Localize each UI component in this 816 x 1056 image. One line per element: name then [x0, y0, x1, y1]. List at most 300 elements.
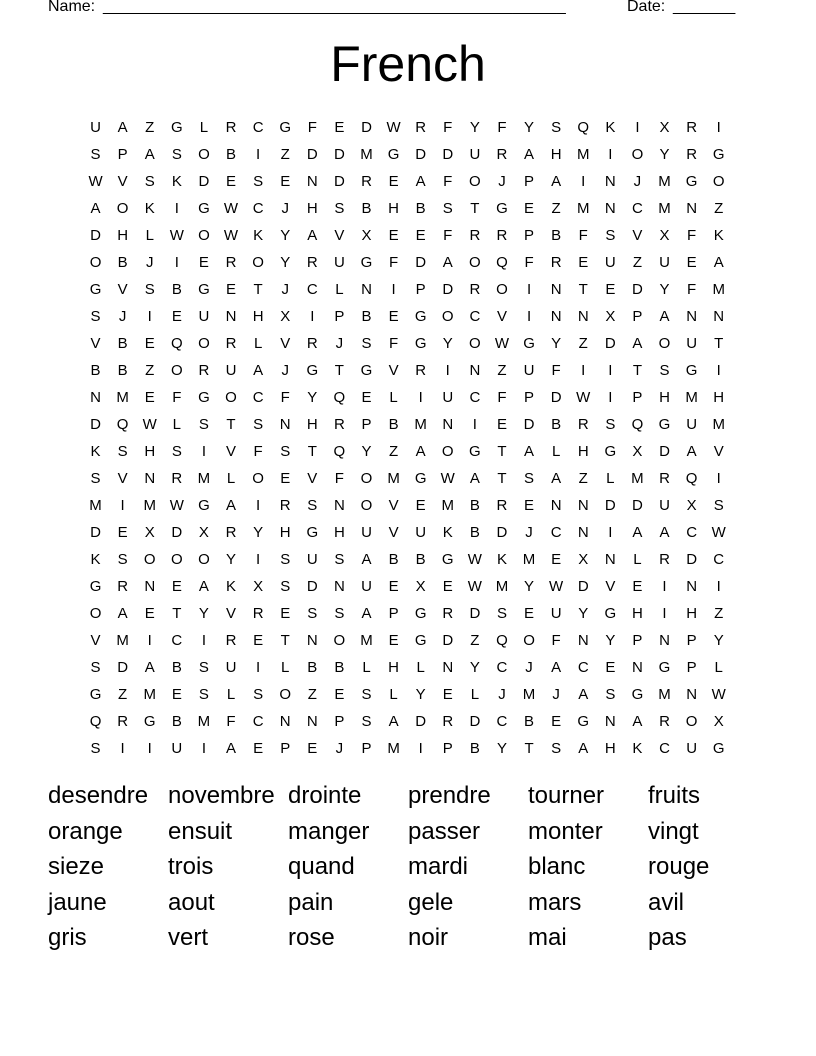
word-bank-item: manger	[288, 817, 370, 845]
grid-letter: I	[608, 146, 613, 163]
grid-letter: M	[116, 632, 129, 649]
grid-row	[82, 627, 732, 654]
grid-letter: H	[686, 605, 698, 622]
grid-row	[82, 654, 732, 681]
grid-row	[82, 438, 732, 465]
grid-letter: E	[524, 605, 535, 622]
grid-letter: Z	[578, 335, 588, 352]
grid-letter: V	[632, 227, 643, 244]
grid-letter: E	[388, 173, 399, 190]
grid-letter: U	[686, 416, 698, 433]
grid-letter: V	[117, 173, 128, 190]
grid-letter: Z	[714, 200, 724, 217]
grid-letter: D	[198, 173, 210, 190]
grid-letter: U	[550, 605, 562, 622]
grid-letter: S	[90, 659, 101, 676]
grid-letter: E	[551, 713, 562, 730]
grid-row	[82, 384, 732, 411]
grid-letter: H	[279, 524, 291, 541]
grid-letter: L	[172, 416, 181, 433]
grid-letter: M	[360, 146, 373, 163]
grid-letter: S	[496, 605, 507, 622]
word-bank-item: novembre	[168, 782, 275, 809]
word-bank-item: fruits	[648, 782, 701, 809]
grid-letter: Y	[415, 686, 426, 703]
grid-letter: K	[442, 524, 453, 541]
grid-letter: N	[632, 659, 643, 676]
grid-letter: W	[576, 389, 591, 406]
grid-letter: G	[143, 713, 156, 730]
grid-letter: R	[415, 119, 427, 136]
grid-letter: G	[523, 335, 535, 352]
grid-letter: I	[608, 389, 613, 406]
grid-letter: I	[120, 740, 125, 757]
grid-letter: D	[550, 389, 562, 406]
grid-letter: S	[334, 605, 345, 622]
grid-letter: L	[416, 659, 425, 676]
grid-letter: G	[306, 362, 319, 379]
grid-letter: D	[306, 578, 318, 595]
grid-letter: I	[526, 308, 532, 325]
grid-letter: N	[577, 308, 589, 325]
grid-row	[82, 141, 732, 168]
grid-letter: W	[142, 416, 157, 433]
grid-letter: I	[174, 200, 179, 217]
grid-letter: R	[469, 281, 481, 298]
grid-letter: O	[143, 551, 156, 568]
grid-letter: R	[442, 713, 454, 730]
grid-letter: D	[90, 416, 101, 433]
grid-letter: T	[497, 443, 507, 460]
grid-letter: I	[174, 254, 179, 271]
grid-letter: G	[496, 200, 508, 217]
grid-letter: B	[415, 200, 426, 217]
grid-letter: J	[118, 308, 127, 325]
grid-letter: Q	[170, 335, 183, 352]
grid-letter: N	[279, 713, 291, 730]
grid-letter: I	[256, 146, 261, 163]
grid-letter: J	[281, 281, 289, 298]
grid-letter: O	[523, 632, 535, 649]
grid-letter: C	[659, 740, 670, 757]
grid-letter: O	[496, 281, 508, 298]
grid-letter: W	[711, 524, 726, 541]
word-bank-item: mai	[528, 924, 567, 952]
grid-letter: M	[387, 470, 400, 487]
grid-letter: W	[440, 470, 455, 487]
grid-letter: X	[659, 227, 670, 244]
grid-letter: G	[685, 362, 698, 379]
grid-letter: U	[90, 119, 101, 136]
grid-letter: L	[389, 686, 398, 703]
grid-letter: O	[89, 605, 102, 622]
grid-letter: M	[712, 281, 725, 298]
grid-letter: V	[496, 308, 507, 325]
grid-letter: V	[388, 524, 399, 541]
grid-letter: F	[687, 227, 697, 244]
grid-letter: V	[388, 362, 399, 379]
grid-letter: C	[252, 119, 264, 136]
grid-letter: U	[225, 659, 237, 676]
grid-letter: G	[198, 200, 210, 217]
grid-letter: S	[144, 281, 155, 298]
grid-letter: H	[577, 443, 589, 460]
grid-letter: U	[469, 146, 481, 163]
grid-letter: K	[171, 173, 182, 190]
name-label: Name:	[48, 0, 96, 15]
grid-letter: E	[388, 632, 399, 649]
grid-letter: H	[117, 227, 129, 244]
grid-letter: Y	[496, 740, 507, 757]
grid-letter: E	[361, 389, 372, 406]
grid-letter: R	[171, 470, 183, 487]
grid-letter: P	[686, 632, 697, 649]
grid-letter: K	[226, 578, 237, 595]
grid-letter: A	[117, 119, 128, 136]
grid-letter: F	[443, 227, 453, 244]
word-bank-item: pain	[288, 888, 334, 916]
grid-letter: I	[256, 497, 261, 514]
grid-letter: N	[604, 200, 616, 217]
grid-letter: M	[143, 686, 156, 703]
grid-letter: S	[117, 443, 128, 460]
grid-letter: W	[223, 227, 239, 244]
grid-letter: B	[117, 254, 128, 271]
grid-letter: N	[686, 686, 698, 703]
grid-letter: G	[604, 605, 617, 622]
date-label: Date:	[627, 0, 666, 15]
grid-letter: N	[361, 281, 372, 298]
grid-letter: S	[307, 497, 318, 514]
grid-row	[82, 303, 732, 330]
grid-letter: M	[658, 686, 671, 703]
grid-letter: R	[225, 119, 237, 136]
grid-letter: F	[388, 254, 399, 271]
grid-letter: R	[198, 362, 210, 379]
grid-row	[82, 708, 732, 735]
grid-letter: I	[635, 119, 640, 136]
word-bank-item: trois	[168, 853, 214, 881]
grid-letter: I	[445, 362, 450, 379]
grid-letter: G	[198, 281, 210, 298]
grid-row	[82, 195, 732, 222]
grid-letter: R	[252, 605, 264, 622]
grid-letter: D	[442, 281, 454, 298]
grid-letter: Q	[631, 416, 644, 433]
grid-letter: L	[226, 470, 236, 487]
grid-letter: D	[415, 713, 427, 730]
grid-letter: H	[632, 605, 643, 622]
grid-letter: G	[414, 632, 427, 649]
grid-letter: C	[469, 308, 481, 325]
grid-letter: H	[604, 740, 616, 757]
grid-letter: J	[525, 659, 533, 676]
grid-letter: L	[633, 551, 642, 568]
grid-letter: R	[442, 605, 454, 622]
grid-letter: I	[716, 362, 721, 379]
grid-letter: T	[172, 605, 182, 622]
grid-letter: S	[144, 173, 155, 190]
grid-letter: W	[467, 551, 482, 568]
grid-letter: T	[470, 200, 480, 217]
grid-letter: Y	[524, 119, 535, 136]
word-bank-item: gele	[408, 888, 454, 916]
grid-letter: D	[469, 713, 481, 730]
grid-letter: F	[443, 173, 453, 190]
grid-letter: T	[578, 281, 588, 298]
grid-letter: R	[686, 119, 698, 136]
grid-letter: O	[712, 173, 725, 190]
grid-letter: N	[604, 173, 616, 190]
grid-letter: C	[252, 713, 264, 730]
grid-letter: M	[495, 578, 509, 595]
grid-letter: X	[144, 524, 155, 541]
grid-letter: Z	[632, 254, 642, 271]
grid-letter: E	[307, 740, 318, 757]
grid-letter: U	[659, 497, 670, 514]
word-bank-item: prendre	[408, 782, 491, 809]
grid-letter: Q	[496, 254, 508, 271]
grid-letter: F	[226, 713, 236, 730]
grid-letter: U	[659, 254, 670, 271]
grid-letter: V	[334, 227, 345, 244]
grid-letter: L	[226, 686, 236, 703]
grid-letter: P	[632, 389, 643, 406]
grid-letter: S	[659, 362, 670, 379]
grid-letter: M	[658, 173, 671, 190]
name-blank-line: ____________________________________________________	[103, 0, 566, 15]
grid-letter: A	[415, 173, 426, 190]
grid-letter: M	[522, 686, 536, 703]
grid-letter: A	[686, 443, 697, 460]
grid-letter: O	[252, 254, 264, 271]
grid-letter: G	[89, 578, 102, 595]
grid-letter: J	[498, 173, 506, 190]
grid-letter: N	[686, 308, 698, 325]
grid-row	[82, 573, 732, 600]
grid-letter: J	[633, 173, 642, 190]
grid-letter: T	[632, 362, 642, 379]
grid-letter: C	[577, 659, 589, 676]
grid-letter: E	[632, 578, 643, 595]
grid-letter: W	[711, 686, 726, 703]
grid-row	[82, 492, 732, 519]
grid-letter: G	[170, 119, 183, 136]
grid-letter: B	[117, 335, 128, 352]
grid-letter: R	[225, 632, 237, 649]
grid-letter: Y	[605, 632, 616, 649]
grid-letter: C	[686, 524, 698, 541]
grid-letter: Y	[253, 524, 264, 541]
grid-letter: H	[659, 389, 670, 406]
grid-letter: D	[496, 524, 508, 541]
grid-letter: Y	[469, 659, 480, 676]
word-bank-item: blanc	[528, 853, 586, 881]
grid-letter: S	[334, 200, 345, 217]
grid-letter: R	[577, 416, 589, 433]
grid-letter: U	[686, 740, 698, 757]
grid-letter: S	[253, 416, 264, 433]
grid-letter: G	[414, 470, 427, 487]
grid-letter: K	[144, 200, 155, 217]
grid-letter: W	[386, 119, 401, 136]
grid-letter: I	[581, 362, 586, 379]
grid-row	[82, 600, 732, 627]
grid-letter: F	[280, 389, 290, 406]
grid-letter: D	[361, 119, 372, 136]
grid-letter: B	[307, 659, 318, 676]
grid-letter: S	[198, 686, 209, 703]
word-bank-item: pas	[648, 924, 687, 952]
grid-row	[82, 357, 732, 384]
grid-letter: A	[361, 551, 372, 568]
grid-letter: E	[144, 389, 155, 406]
grid-letter: E	[415, 227, 426, 244]
grid-letter: I	[418, 740, 423, 757]
grid-letter: C	[252, 200, 264, 217]
grid-letter: U	[306, 551, 318, 568]
grid-letter: A	[90, 200, 101, 217]
grid-letter: Y	[280, 254, 291, 271]
grid-letter: O	[360, 470, 373, 487]
grid-letter: G	[685, 173, 698, 190]
grid-letter: A	[524, 146, 535, 163]
grid-letter: B	[551, 227, 562, 244]
grid-letter: W	[549, 578, 564, 595]
grid-letter: L	[145, 227, 154, 244]
grid-letter: Y	[659, 146, 670, 163]
grid-letter: E	[388, 308, 399, 325]
grid-letter: N	[144, 470, 156, 487]
grid-letter: F	[253, 443, 263, 460]
grid-letter: J	[281, 362, 289, 379]
grid-letter: Y	[280, 227, 291, 244]
grid-letter: H	[550, 146, 562, 163]
grid-letter: T	[307, 443, 317, 460]
grid-letter: O	[198, 227, 210, 244]
grid-letter: R	[225, 524, 237, 541]
grid-letter: H	[306, 416, 318, 433]
grid-letter: E	[144, 605, 155, 622]
word-bank-item: vingt	[648, 817, 699, 845]
grid-letter: K	[632, 740, 643, 757]
word-bank-item: avil	[648, 888, 685, 916]
grid-letter: W	[169, 227, 184, 244]
grid-row	[82, 465, 732, 492]
grid-letter: A	[198, 578, 209, 595]
grid-letter: F	[334, 470, 344, 487]
grid-letter: M	[197, 713, 211, 730]
grid-letter: C	[550, 524, 562, 541]
grid-letter: I	[391, 281, 396, 298]
grid-letter: S	[524, 470, 535, 487]
grid-row	[82, 681, 732, 708]
grid-letter: G	[658, 659, 671, 676]
grid-letter: Z	[280, 146, 290, 163]
grid-letter: J	[335, 740, 344, 757]
grid-letter: O	[441, 443, 454, 460]
grid-letter: D	[333, 146, 345, 163]
grid-letter: C	[469, 389, 481, 406]
grid-letter: B	[469, 524, 480, 541]
grid-letter: A	[361, 605, 372, 622]
grid-letter: K	[90, 551, 101, 568]
grid-letter: I	[608, 362, 613, 379]
grid-letter: S	[90, 470, 101, 487]
grid-letter: U	[171, 740, 183, 757]
grid-letter: I	[147, 308, 152, 325]
grid-letter: G	[414, 308, 427, 325]
grid-letter: Y	[713, 632, 724, 649]
grid-letter: R	[496, 146, 508, 163]
grid-letter: X	[198, 524, 209, 541]
grid-letter: U	[442, 389, 454, 406]
grid-letter: H	[252, 308, 264, 325]
grid-letter: M	[522, 551, 536, 568]
grid-letter: G	[441, 551, 454, 568]
grid-letter: L	[253, 335, 263, 352]
grid-letter: R	[659, 470, 670, 487]
grid-letter: S	[361, 335, 372, 352]
grid-letter: R	[686, 146, 698, 163]
grid-letter: D	[415, 254, 427, 271]
grid-letter: O	[170, 362, 183, 379]
grid-letter: N	[469, 362, 481, 379]
grid-letter: E	[280, 173, 291, 190]
grid-letter: O	[198, 146, 210, 163]
word-bank-item: aout	[168, 888, 215, 916]
grid-letter: G	[387, 146, 400, 163]
word-bank-item: rouge	[648, 853, 710, 881]
grid-letter: O	[198, 335, 210, 352]
word-bank-item: noir	[408, 924, 449, 952]
grid-letter: Q	[333, 389, 346, 406]
grid-letter: P	[442, 740, 453, 757]
grid-letter: E	[280, 470, 291, 487]
grid-letter: U	[361, 578, 372, 595]
grid-letter: E	[442, 578, 453, 595]
grid-row	[82, 276, 732, 303]
grid-letter: E	[388, 578, 399, 595]
grid-letter: G	[360, 362, 373, 379]
grid-letter: K	[713, 227, 724, 244]
grid-row	[82, 222, 732, 249]
grid-letter: J	[335, 335, 344, 352]
grid-letter: N	[686, 578, 698, 595]
grid-letter: Y	[361, 443, 372, 460]
grid-letter: A	[469, 470, 480, 487]
grid-letter: X	[361, 227, 372, 244]
grid-row	[82, 168, 732, 195]
grid-letter: L	[335, 281, 344, 298]
grid-letter: S	[605, 686, 616, 703]
grid-letter: R	[496, 497, 508, 514]
grid-letter: G	[89, 686, 102, 703]
grid-letter: N	[550, 281, 562, 298]
grid-letter: O	[333, 632, 346, 649]
grid-letter: I	[256, 551, 261, 568]
grid-letter: E	[334, 119, 345, 136]
word-bank-item: passer	[408, 817, 481, 845]
grid-letter: U	[225, 362, 237, 379]
grid-letter: O	[631, 146, 644, 163]
grid-letter: C	[713, 551, 725, 568]
grid-letter: V	[117, 470, 128, 487]
grid-letter: O	[441, 308, 454, 325]
grid-letter: Z	[497, 362, 507, 379]
grid-letter: H	[388, 200, 399, 217]
grid-row	[82, 411, 732, 438]
